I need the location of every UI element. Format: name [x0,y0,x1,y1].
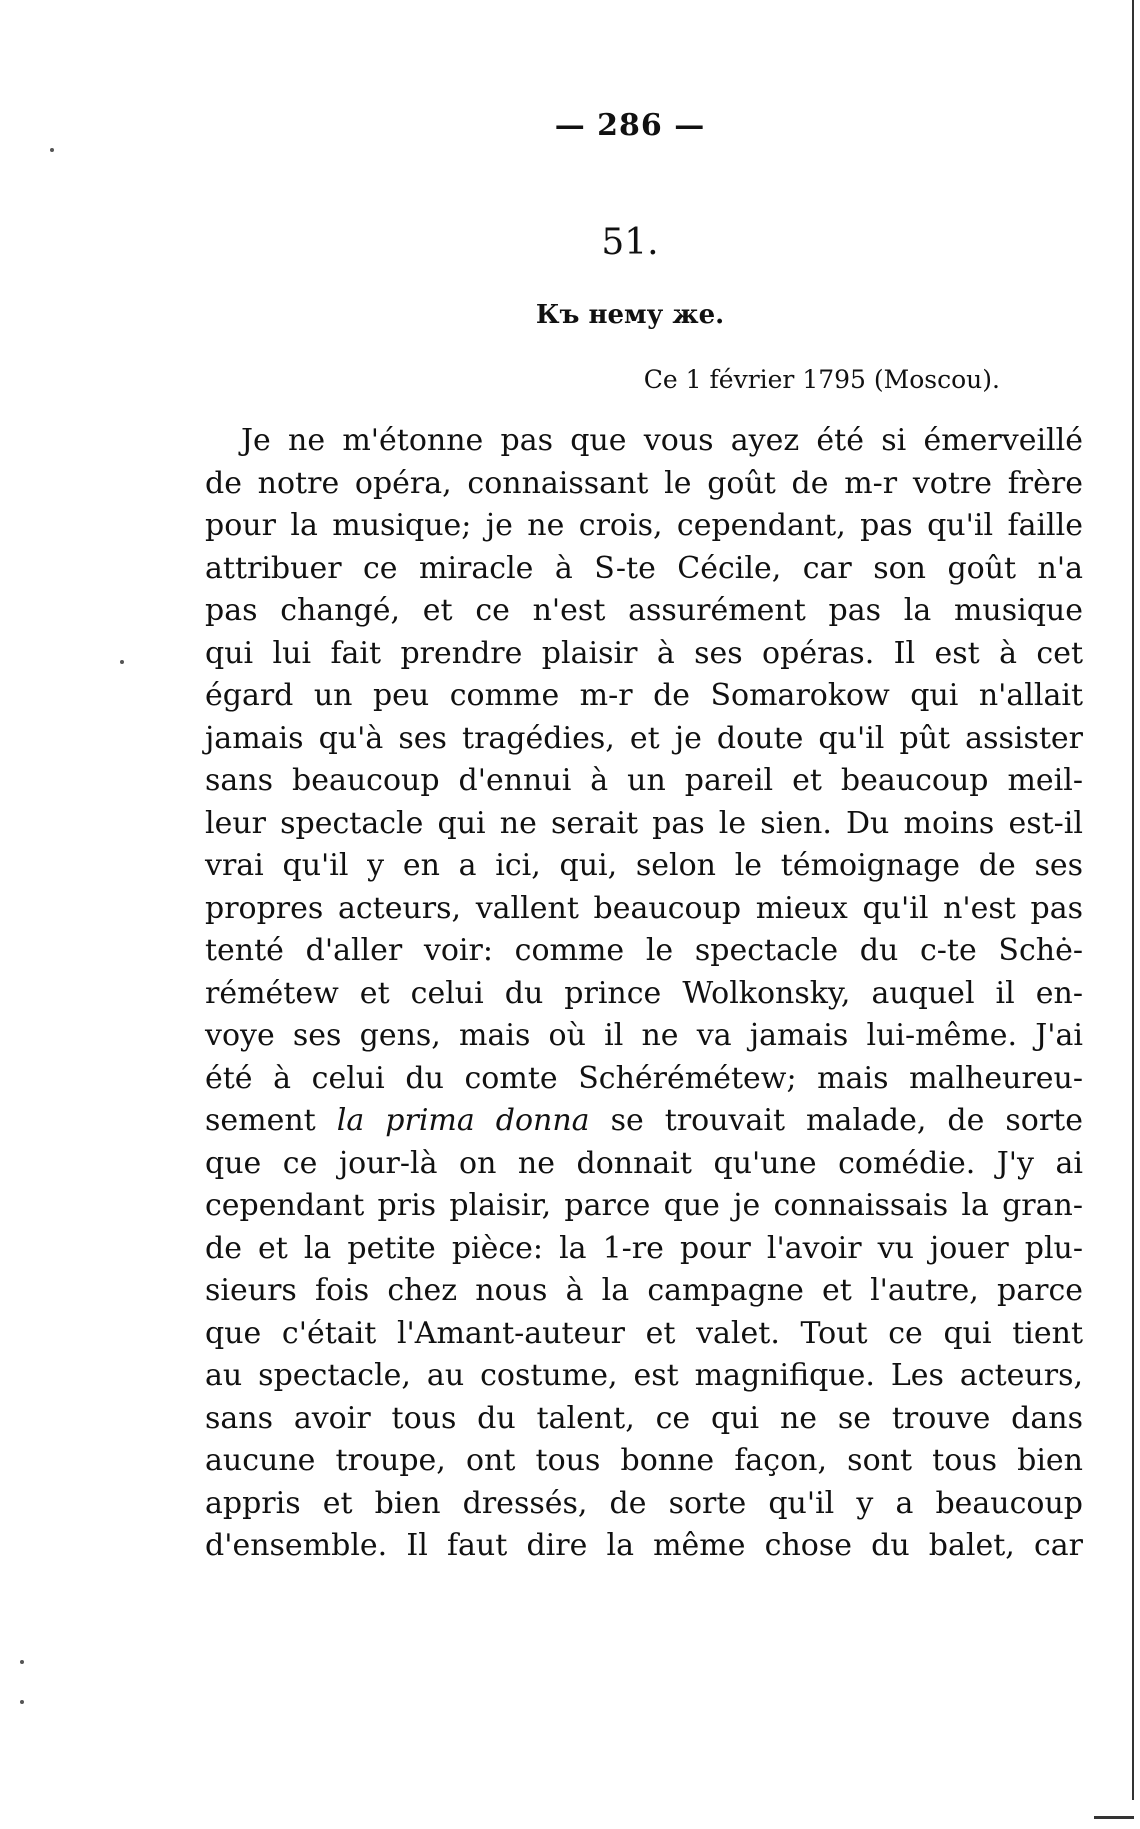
body-line: que ce jour-là on ne donnait qu'une comédie. J'y ai [205,1145,1083,1181]
letter-body [205,420,1083,1568]
body-line: propres acteurs, vallent beaucoup mieux qu'il n'est pas [205,890,1083,926]
letter-addressee: Къ нему же. [535,300,725,330]
body-line-start: sement [205,1103,316,1138]
body-line: voye ses gens, mais où il ne va jamais lui-même. J'ai [205,1018,1083,1053]
body-line: aucune troupe, ont tous bonne façon, sont tous bien [205,1443,1083,1478]
body-line: au spectacle, au costume, est magnifique. Les acteurs, [205,1358,1083,1393]
body-line: pour la musique; je ne crois, cependant, pas qu'il faille [205,508,1083,543]
body-line: d'ensemble. Il faut dire la même chose du balet, car [205,1528,1083,1563]
scan-corner-mark [1094,1816,1134,1819]
body-line: été à celui du comte Schérémétew; mais malheureu- [205,1060,1083,1096]
scan-speck [120,660,124,664]
body-line-with-italic [205,1100,1083,1143]
body-line: vrai qu'il y en a ici, qui, selon le témoignage de ses [205,848,1083,883]
body-line: sieurs fois chez nous à la campagne et l'autre, parce [205,1273,1083,1308]
body-line: de et la petite pièce: la 1-re pour l'avoir vu jouer plu- [205,1230,1083,1266]
body-line: que c'était l'Amant-auteur et valet. Tout ce qui tient [205,1315,1083,1351]
body-line: sans avoir tous du talent, ce qui ne se trouve dans [205,1400,1083,1436]
scan-speck [20,1660,24,1664]
body-line: rémétew et celui du prince Wolkonsky, auquel il en- [205,975,1083,1011]
body-line: sans beaucoup d'ennui à un pareil et beaucoup meil- [205,763,1083,798]
body-line: attribuer ce miracle à S-te Cécile, car son goût n'a [205,550,1083,586]
page-number: — 286 — [554,108,706,143]
body-line: appris et bien dressés, de sorte qu'il y a beaucoup [205,1485,1083,1521]
italic-phrase: la prima donna [336,1103,590,1138]
body-line: égard un peu comme m-r de Somarokow qui n'allait [205,678,1083,713]
body-line: cependant pris plaisir, parce que je connaissais la gran- [205,1188,1083,1223]
scan-speck [50,148,54,152]
letter-number: 51. [601,222,659,263]
scan-edge-line [1132,0,1134,1800]
body-line: jamais qu'à ses tragédies, et je doute qu'il pût assister [205,720,1083,756]
body-line: leur spectacle qui ne serait pas le sien. Du moins est-il [205,805,1083,841]
body-line-end: se trouvait malade, de sorte [610,1103,1083,1138]
scan-speck [20,1700,24,1704]
body-line: Je ne m'étonne pas que vous ayez été si émerveillé [241,423,1083,458]
body-line: de notre opéra, connaissant le goût de m-r votre frère [205,465,1083,501]
body-line: pas changé, et ce n'est assurément pas la musique [205,593,1083,628]
body-line: tenté d'aller voir: comme le spectacle du c-te Schė- [205,933,1083,968]
body-line: qui lui fait prendre plaisir à ses opéras. Il est à cet [205,635,1083,671]
letter-dateline: Ce 1 février 1795 (Moscou). [643,365,1000,394]
